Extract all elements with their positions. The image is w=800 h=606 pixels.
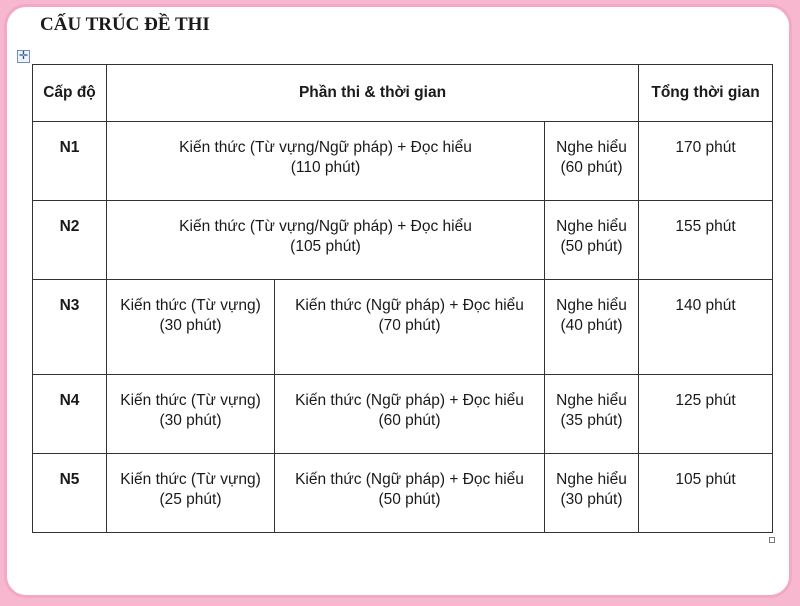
document-title: CẤU TRÚC ĐỀ THI [40,14,210,35]
total-time-cell: 125 phút [639,375,773,454]
level-cell: N3 [33,280,107,375]
vocabulary-cell: Kiến thức (Từ vựng) (25 phút) [107,454,275,533]
table-row [33,375,773,454]
level-cell: N5 [33,454,107,533]
table-header-row [33,65,773,122]
listening-cell: Nghe hiểu (60 phút) [545,122,639,201]
total-time-cell: 155 phút [639,201,773,280]
table-resize-handle-icon[interactable] [769,537,775,543]
grammar-reading-cell: Kiến thức (Ngữ pháp) + Đọc hiểu (50 phút) [275,454,545,533]
knowledge-reading-cell: Kiến thức (Từ vựng/Ngữ pháp) + Đọc hiểu (110 phút) [107,122,545,201]
header-total: Tổng thời gian [639,65,773,122]
header-level: Cấp độ [33,65,107,122]
total-time-cell: 105 phút [639,454,773,533]
listening-cell: Nghe hiểu (30 phút) [545,454,639,533]
table-row [33,280,773,375]
level-cell: N2 [33,201,107,280]
table-move-handle-icon[interactable]: ✛ [18,50,29,62]
table-row [33,454,773,533]
table-row [33,201,773,280]
exam-structure-table [32,64,773,533]
total-time-cell: 170 phút [639,122,773,201]
level-cell: N4 [33,375,107,454]
level-cell: N1 [33,122,107,201]
listening-cell: Nghe hiểu (40 phút) [545,280,639,375]
header-parts: Phần thi & thời gian [107,65,639,122]
listening-cell: Nghe hiểu (50 phút) [545,201,639,280]
listening-cell: Nghe hiểu (35 phút) [545,375,639,454]
grammar-reading-cell: Kiến thức (Ngữ pháp) + Đọc hiểu (60 phút) [275,375,545,454]
grammar-reading-cell: Kiến thức (Ngữ pháp) + Đọc hiểu (70 phút) [275,280,545,375]
total-time-cell: 140 phút [639,280,773,375]
vocabulary-cell: Kiến thức (Từ vựng) (30 phút) [107,375,275,454]
table-row [33,122,773,201]
vocabulary-cell: Kiến thức (Từ vựng) (30 phút) [107,280,275,375]
knowledge-reading-cell: Kiến thức (Từ vựng/Ngữ pháp) + Đọc hiểu (105 phút) [107,201,545,280]
